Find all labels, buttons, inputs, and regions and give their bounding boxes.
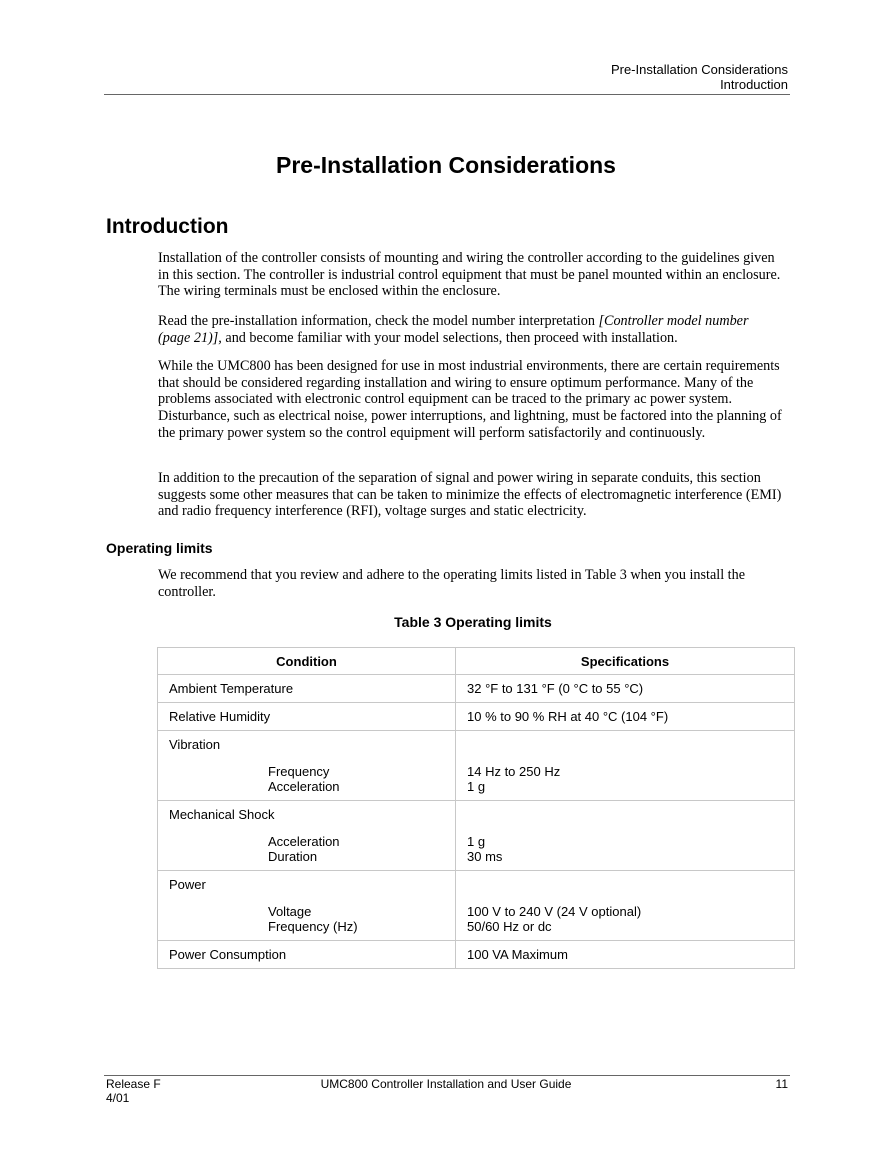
- release-label: Release F: [106, 1077, 161, 1091]
- page-title: Pre-Installation Considerations: [276, 152, 616, 178]
- paragraph-precautions: In addition to the precaution of the separation of signal and power wiring in separate conduits, this section suggests some other measures that can be taken to minimize the effects of electromagnetic interference (EMI) and radio frequency interference (RFI), voltage surges and static electricity.: [158, 470, 782, 520]
- spec-value: 14 Hz to 250 Hz: [467, 764, 561, 779]
- spec-cell: 100 VA Maximum: [456, 941, 795, 969]
- table-caption: Table 3 Operating limits: [394, 614, 552, 630]
- running-header-chapter: Pre-Installation Considerations: [610, 62, 788, 77]
- spec-cell: [456, 871, 795, 941]
- condition-label: Power: [169, 877, 206, 892]
- table-row: [158, 871, 795, 941]
- release-date: 4/01: [106, 1091, 130, 1105]
- sub-condition-label: Frequency: [268, 764, 330, 779]
- spec-cell: [456, 801, 795, 871]
- condition-label: Vibration: [169, 737, 221, 752]
- spec-value: 30 ms: [467, 849, 503, 864]
- condition-cell: Relative Humidity: [158, 703, 456, 731]
- footer-rule: [104, 1075, 790, 1076]
- operating-limits-table: [157, 647, 795, 969]
- column-header-specifications: Specifications: [456, 648, 795, 675]
- table-row: [158, 801, 795, 871]
- condition-cell: Ambient Temperature: [158, 675, 456, 703]
- cross-reference-link[interactable]: [Controller model number (page 21)],: [158, 313, 749, 346]
- paragraph-environment: While the UMC800 has been designed for use in most industrial environments, there are certain requirements that should be considered regarding installation and wiring to ensure optimum performance. Many of the problems associated with electronic control equipment can be traced to the primary ac power system. Disturbance, such as electrical noise, power interruptions, and lightning, must be factored into the planning of the primary power system so the control equipment will perform satisfactorily and continuously.: [158, 358, 782, 441]
- table-row: [158, 941, 795, 969]
- spec-value: 1 g: [467, 779, 486, 794]
- running-header-section: Introduction: [720, 77, 788, 92]
- page-number: 11: [775, 1077, 788, 1091]
- condition-label: Mechanical Shock: [169, 807, 275, 822]
- paragraph-installation: Installation of the controller consists of mounting and wiring the controller according to the guidelines given in this section. The controller is industrial control equipment that must be panel mounted within an enclosure. The wiring terminals must be enclosed within the enclosure.: [158, 250, 781, 300]
- subsection-title: Operating limits: [106, 540, 213, 556]
- table-row: [158, 703, 795, 731]
- paragraph-pre-installation: [158, 313, 782, 346]
- spec-cell: 10 % to 90 % RH at 40 °C (104 °F): [456, 703, 795, 731]
- paragraph-text: and become familiar with your model selections, then proceed with installation.: [221, 329, 678, 346]
- spec-value: 1 g: [467, 834, 486, 849]
- header-rule: [104, 94, 790, 95]
- footer-document-title: UMC800 Controller Installation and User Guide: [320, 1077, 572, 1091]
- spec-value: 100 V to 240 V (24 V optional): [467, 904, 642, 919]
- spec-value: 50/60 Hz or dc: [467, 919, 552, 934]
- section-title: Introduction: [106, 215, 229, 238]
- sub-condition-label: Acceleration: [268, 779, 340, 794]
- condition-cell: [158, 731, 456, 801]
- sub-condition-label: Frequency (Hz): [268, 919, 358, 934]
- spec-cell: 32 °F to 131 °F (0 °C to 55 °C): [456, 675, 795, 703]
- condition-cell: [158, 871, 456, 941]
- paragraph-operating-limits: We recommend that you review and adhere to the operating limits listed in Table 3 when you install the controller.: [158, 567, 746, 600]
- paragraph-text: Read the pre-installation information, check the model number interpretation: [158, 313, 599, 329]
- sub-condition-label: Acceleration: [268, 834, 340, 849]
- sub-condition-label: Duration: [268, 849, 318, 864]
- sub-condition-label: Voltage: [268, 904, 312, 919]
- spec-cell: [456, 731, 795, 801]
- condition-cell: Power Consumption: [158, 941, 456, 969]
- table-row: [158, 731, 795, 801]
- column-header-condition: Condition: [158, 648, 456, 675]
- table-header-row: [158, 648, 795, 675]
- running-header: [611, 62, 788, 92]
- condition-cell: [158, 801, 456, 871]
- table-row: [158, 675, 795, 703]
